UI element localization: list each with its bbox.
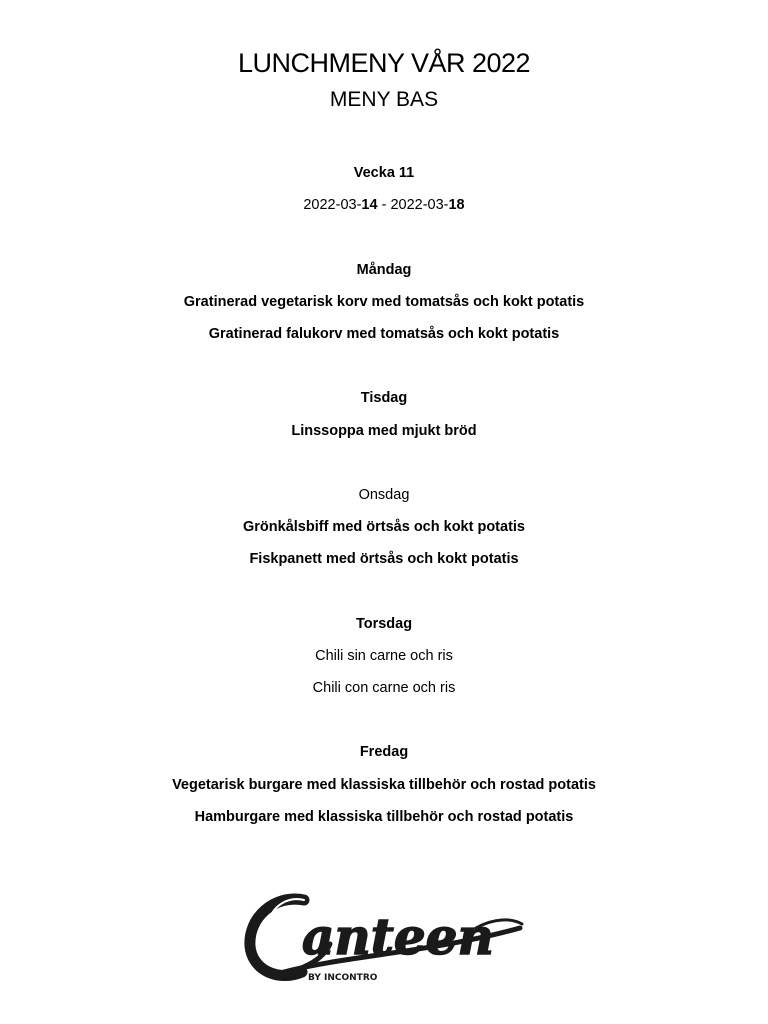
date-separator: - (377, 197, 391, 213)
svg-text:anteen: anteen (302, 907, 494, 966)
dish-friday-2: Hamburgare med klassiska tillbehör och rostad potatis (194, 809, 574, 825)
start-date-prefix: 2022-03- (303, 197, 362, 213)
dish-tuesday-1: Linssoppa med mjukt bröd (291, 423, 477, 439)
start-date-day: 14 (361, 197, 378, 213)
end-date-day: 18 (448, 197, 465, 213)
canteen-logo (244, 888, 528, 990)
dish-monday-2: Gratinerad falukorv med tomatsås och kokt potatis (208, 326, 560, 342)
dish-thursday-1: Chili sin carne och ris (315, 648, 453, 664)
dish-monday-1: Gratinerad vegetarisk korv med tomatsås och kokt potatis (183, 294, 585, 310)
day-heading-wednesday: Onsdag (358, 487, 410, 503)
logo-byline: BY INCONTRO (308, 973, 378, 983)
day-heading-monday: Måndag (356, 262, 412, 278)
dish-friday-1: Vegetarisk burgare med klassiska tillbehör och rostad potatis (172, 777, 596, 793)
page-title: LUNCHMENY VÅR 2022 (237, 48, 531, 78)
week-date-range (0, 195, 768, 215)
end-date-prefix: 2022-03- (390, 197, 449, 213)
dish-wednesday-1: Grönkålsbiff med örtsås och kokt potatis (243, 519, 525, 535)
week-label: Vecka 11 (353, 165, 415, 181)
dish-wednesday-2: Fiskpanett med örtsås och kokt potatis (249, 551, 519, 567)
dish-thursday-2: Chili con carne och ris (312, 680, 456, 696)
logo-wordmark (250, 899, 522, 975)
day-heading-thursday: Torsdag (355, 616, 413, 632)
day-heading-tuesday: Tisdag (360, 390, 408, 406)
day-heading-friday: Fredag (359, 744, 409, 760)
page-subtitle: MENY BAS (329, 88, 439, 111)
